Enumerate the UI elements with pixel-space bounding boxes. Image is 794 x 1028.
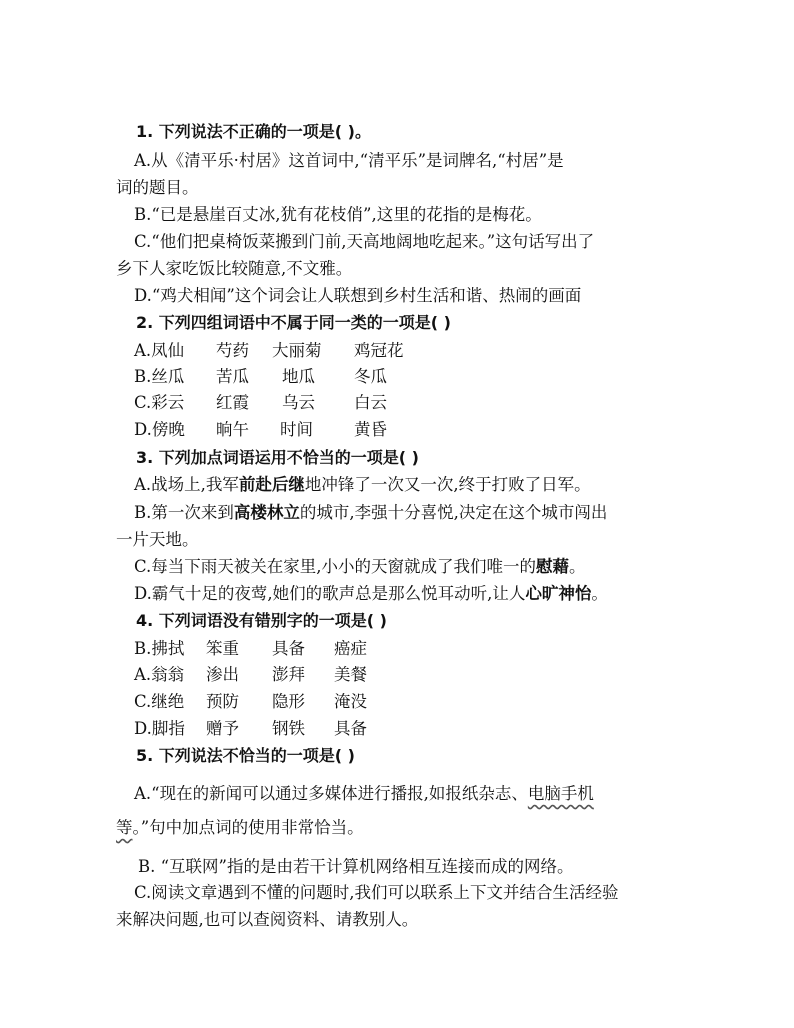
- q3-c-dotted-term: 慰藉: [536, 557, 570, 576]
- question-4-stem: 4. 下列词语没有错别字的一项是( ): [136, 611, 387, 630]
- q4-cell: B.拂拭: [134, 639, 185, 658]
- q3-c-end: 。: [569, 557, 586, 576]
- q2-cell: 芍药: [216, 341, 249, 360]
- q5-option-c-line1: C.阅读文章遇到不懂的问题时,我们可以联系上下文并结合生活经验: [134, 883, 619, 902]
- q2-cell: 苦瓜: [216, 367, 249, 386]
- q3-option-c: [134, 556, 586, 578]
- q4-cell: 笨重: [206, 639, 239, 658]
- q3-option-a: [134, 474, 591, 496]
- q5-a-text-rest: 。”句中加点词的使用非常恰当。: [132, 818, 364, 837]
- q4-cell: 癌症: [334, 639, 367, 658]
- q3-option-b-line2: 一片天地。: [116, 530, 199, 549]
- q3-b-dotted-term: 高楼林立: [233, 503, 300, 522]
- q5-option-c-line2: 来解决问题,也可以查阅资料、请教别人。: [116, 910, 419, 929]
- q4-cell: 澎拜: [272, 665, 305, 684]
- q1-option-c-line1: C.“他们把桌椅饭菜搬到门前,天高地阔地吃起来。”这句话写出了: [134, 232, 595, 251]
- q4-cell: A.翁翁: [134, 665, 185, 684]
- q2-cell: C.彩云: [134, 393, 185, 412]
- q2-cell: 鸡冠花: [354, 341, 404, 360]
- q1-option-d: D.“鸡犬相闻”这个词会让人联想到乡村生活和谐、热闹的画面: [134, 286, 582, 305]
- question-2-stem: 2. 下列四组词语中不属于同一类的一项是( ): [136, 313, 451, 332]
- question-5-stem: 5. 下列说法不恰当的一项是( ): [136, 746, 355, 765]
- q3-d-dotted-term: 心旷神怡: [525, 584, 592, 603]
- q3-d-text: D.霸气十足的夜莺,她们的歌声总是那么悦耳动听,让人: [134, 584, 526, 603]
- q2-cell: 大丽菊: [272, 341, 322, 360]
- q2-cell: D.傍晚: [134, 420, 185, 439]
- q2-cell: 冬瓜: [354, 367, 387, 386]
- q4-cell: 具备: [334, 719, 367, 738]
- q3-b-text: B.第一次来到: [134, 503, 234, 522]
- q4-cell: 美餐: [334, 665, 367, 684]
- q4-cell: 预防: [206, 692, 239, 711]
- q2-cell: 白云: [354, 393, 387, 412]
- q3-option-d: [134, 583, 608, 605]
- q5-option-a-line2: [116, 817, 364, 839]
- q2-cell: 黄昏: [354, 420, 387, 439]
- q2-cell: A.凤仙: [134, 341, 185, 360]
- q2-cell: 地瓜: [282, 367, 315, 386]
- q3-a-text-rest: 地冲锋了一次又一次,终于打败了日军。: [304, 475, 591, 494]
- q4-cell: 隐形: [272, 692, 305, 711]
- q3-c-text: C.每当下雨天被关在家里,小小的天窗就成了我们唯一的: [134, 557, 537, 576]
- q3-option-b-line1: [134, 502, 607, 524]
- q1-option-c-line2: 乡下人家吃饭比较随意,不文雅。: [116, 259, 353, 278]
- q1-option-a-line2: 词的题目。: [116, 178, 199, 197]
- question-1-stem: 1. 下列说法不正确的一项是( )。: [136, 122, 371, 141]
- q2-cell: B.丝瓜: [134, 367, 185, 386]
- q4-cell: 渗出: [206, 665, 239, 684]
- q4-cell: D.脚指: [134, 719, 185, 738]
- question-3-stem: 3. 下列加点词语运用不恰当的一项是( ): [136, 448, 419, 467]
- q4-cell: 淹没: [334, 692, 367, 711]
- q2-cell: 时间: [280, 420, 313, 439]
- q4-cell: 具备: [272, 639, 305, 658]
- q3-a-text: A.战场上,我军: [134, 475, 239, 494]
- q5-option-a-line1: [134, 783, 594, 805]
- q1-option-b: B.“已是悬崖百丈冰,犹有花枝俏”,这里的花指的是梅花。: [134, 205, 542, 224]
- q4-cell: C.继绝: [134, 692, 185, 711]
- q5-a-text: A.“现在的新闻可以通过多媒体进行播报,如报纸杂志、: [134, 784, 528, 803]
- q2-cell: 晌午: [216, 420, 249, 439]
- q1-option-a-line1: A.从《清平乐·村居》这首词中,“清平乐”是词牌名,“村居”是: [134, 151, 564, 170]
- q2-cell: 红霞: [216, 393, 249, 412]
- q2-cell: 乌云: [282, 393, 315, 412]
- q3-b-text-rest: 的城市,李强十分喜悦,决定在这个城市闯出: [299, 503, 608, 522]
- q5-option-b: B. “互联网”指的是由若干计算机网络相互连接而成的网络。: [138, 857, 574, 876]
- q5-a-dotted-term: 电脑手机: [527, 784, 594, 803]
- q3-a-dotted-term: 前赴后继: [238, 475, 305, 494]
- q3-d-end: 。: [591, 584, 608, 603]
- q4-cell: 赠予: [206, 719, 239, 738]
- q4-cell: 钢铁: [272, 719, 305, 738]
- q5-a-dotted-term-cont: 等: [116, 818, 133, 837]
